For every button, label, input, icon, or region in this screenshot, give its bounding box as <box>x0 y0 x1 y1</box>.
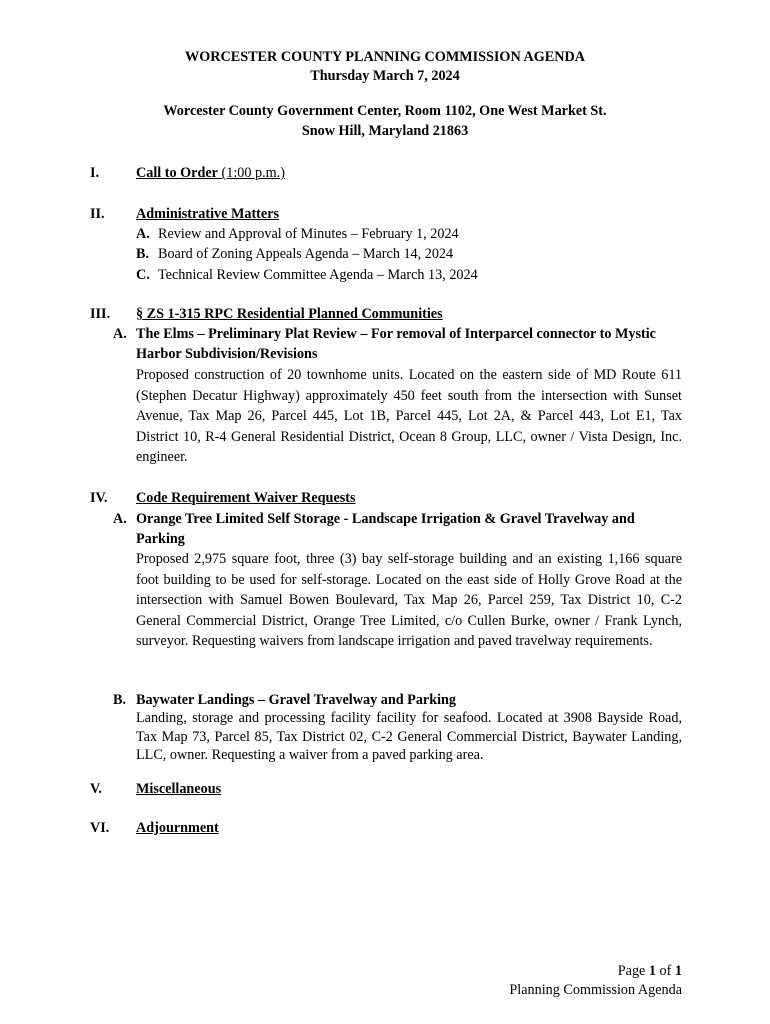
page-of: of <box>655 963 675 979</box>
admin-item-c <box>136 265 478 285</box>
admin-item-c-text: Technical Review Committee Agenda – March 13, 2024 <box>158 267 478 283</box>
admin-item-c-letter: C. <box>136 267 150 283</box>
admin-item-b-text: Board of Zoning Appeals Agenda – March 14, 2024 <box>158 246 454 262</box>
rpc-item-a-title: The Elms – Preliminary Plat Review – For removal of Interparcel connector to Mystic Harbor Subdivision/Revisions <box>136 326 656 362</box>
page-number <box>618 961 682 981</box>
meeting-date: Thursday March 7, 2024 <box>310 68 460 84</box>
waiver-item-b-title: Baywater Landings – Gravel Travelway and Parking <box>136 692 457 708</box>
section-1-numeral: I. <box>90 165 100 181</box>
meeting-location: Worcester County Government Center, Room 1102, One West Market St. <box>163 103 607 119</box>
page-prefix: Page <box>617 963 649 979</box>
admin-item-b <box>136 244 453 264</box>
meeting-city: Snow Hill, Maryland 21863 <box>301 123 469 139</box>
section-2-title: Administrative Matters <box>136 206 280 222</box>
admin-item-a <box>136 224 459 244</box>
page-total: 1 <box>674 963 682 979</box>
page-current: 1 <box>648 963 656 979</box>
agenda-title: WORCESTER COUNTY PLANNING COMMISSION AGENDA <box>185 49 585 65</box>
section-1-time: (1:00 p.m.) <box>217 165 285 181</box>
section-6-title: Adjournment <box>136 820 219 836</box>
waiver-item-a-description: Proposed 2,975 square foot, three (3) bay self-storage building and an existing 1,166 square foot building to be used for self-storage. Located on the east side of Holly Grove Road at the intersection with Samuel Bowen Boulevard, Tax Map 26, Parcel 259, Tax District 10, C-2 General Commercial District, Orange Tree Limited, c/o Cullen Burke, owner / Frank Lynch, surveyor. Requesting waivers from landscape irrigation and paved travelway requirements. <box>136 551 682 649</box>
section-call-to-order <box>136 163 285 183</box>
section-3-numeral: III. <box>90 306 111 322</box>
section-2-numeral: II. <box>90 206 105 222</box>
admin-item-b-letter: B. <box>136 246 150 262</box>
section-6-numeral: VI. <box>90 820 110 836</box>
rpc-item-a-letter: A. <box>113 326 127 342</box>
section-5-title: Miscellaneous <box>136 781 222 797</box>
admin-item-a-text: Review and Approval of Minutes – February 1, 2024 <box>158 226 459 242</box>
waiver-item-b-description: Landing, storage and processing facility facility for seafood. Located at 3908 Bayside Road, Tax Map 73, Parcel 85, Tax District 02, C-2 General Commercial District, Baywater Landing, LLC, owner. Requesting a waiver from a paved parking area. <box>136 710 682 763</box>
section-1-title: Call to Order <box>136 165 218 181</box>
section-5-numeral: V. <box>90 781 102 797</box>
waiver-item-a-letter: A. <box>113 511 127 527</box>
section-4-numeral: IV. <box>90 490 108 506</box>
rpc-item-a-description: Proposed construction of 20 townhome units. Located on the eastern side of MD Route 611 (Stephen Decatur Highway) approximately 450 feet south from the intersection with Sunset Avenue, Tax Map 26, Parcel 445, Lot 1B, Parcel 445, Lot 2A, & Parcel 443, Lot E1, Tax District 10, R-4 General Residential District, Ocean 8 Group, LLC, owner / Vista Design, Inc. engineer. <box>136 367 682 465</box>
section-3-title: § ZS 1-315 RPC Residential Planned Communities <box>136 306 443 322</box>
waiver-item-a-title: Orange Tree Limited Self Storage - Landscape Irrigation & Gravel Travelway and Parking <box>136 511 635 547</box>
waiver-item-b-letter: B. <box>113 692 127 708</box>
section-4-title: Code Requirement Waiver Requests <box>136 490 356 506</box>
admin-item-a-letter: A. <box>136 226 150 242</box>
footer-document-name: Planning Commission Agenda <box>509 982 682 998</box>
